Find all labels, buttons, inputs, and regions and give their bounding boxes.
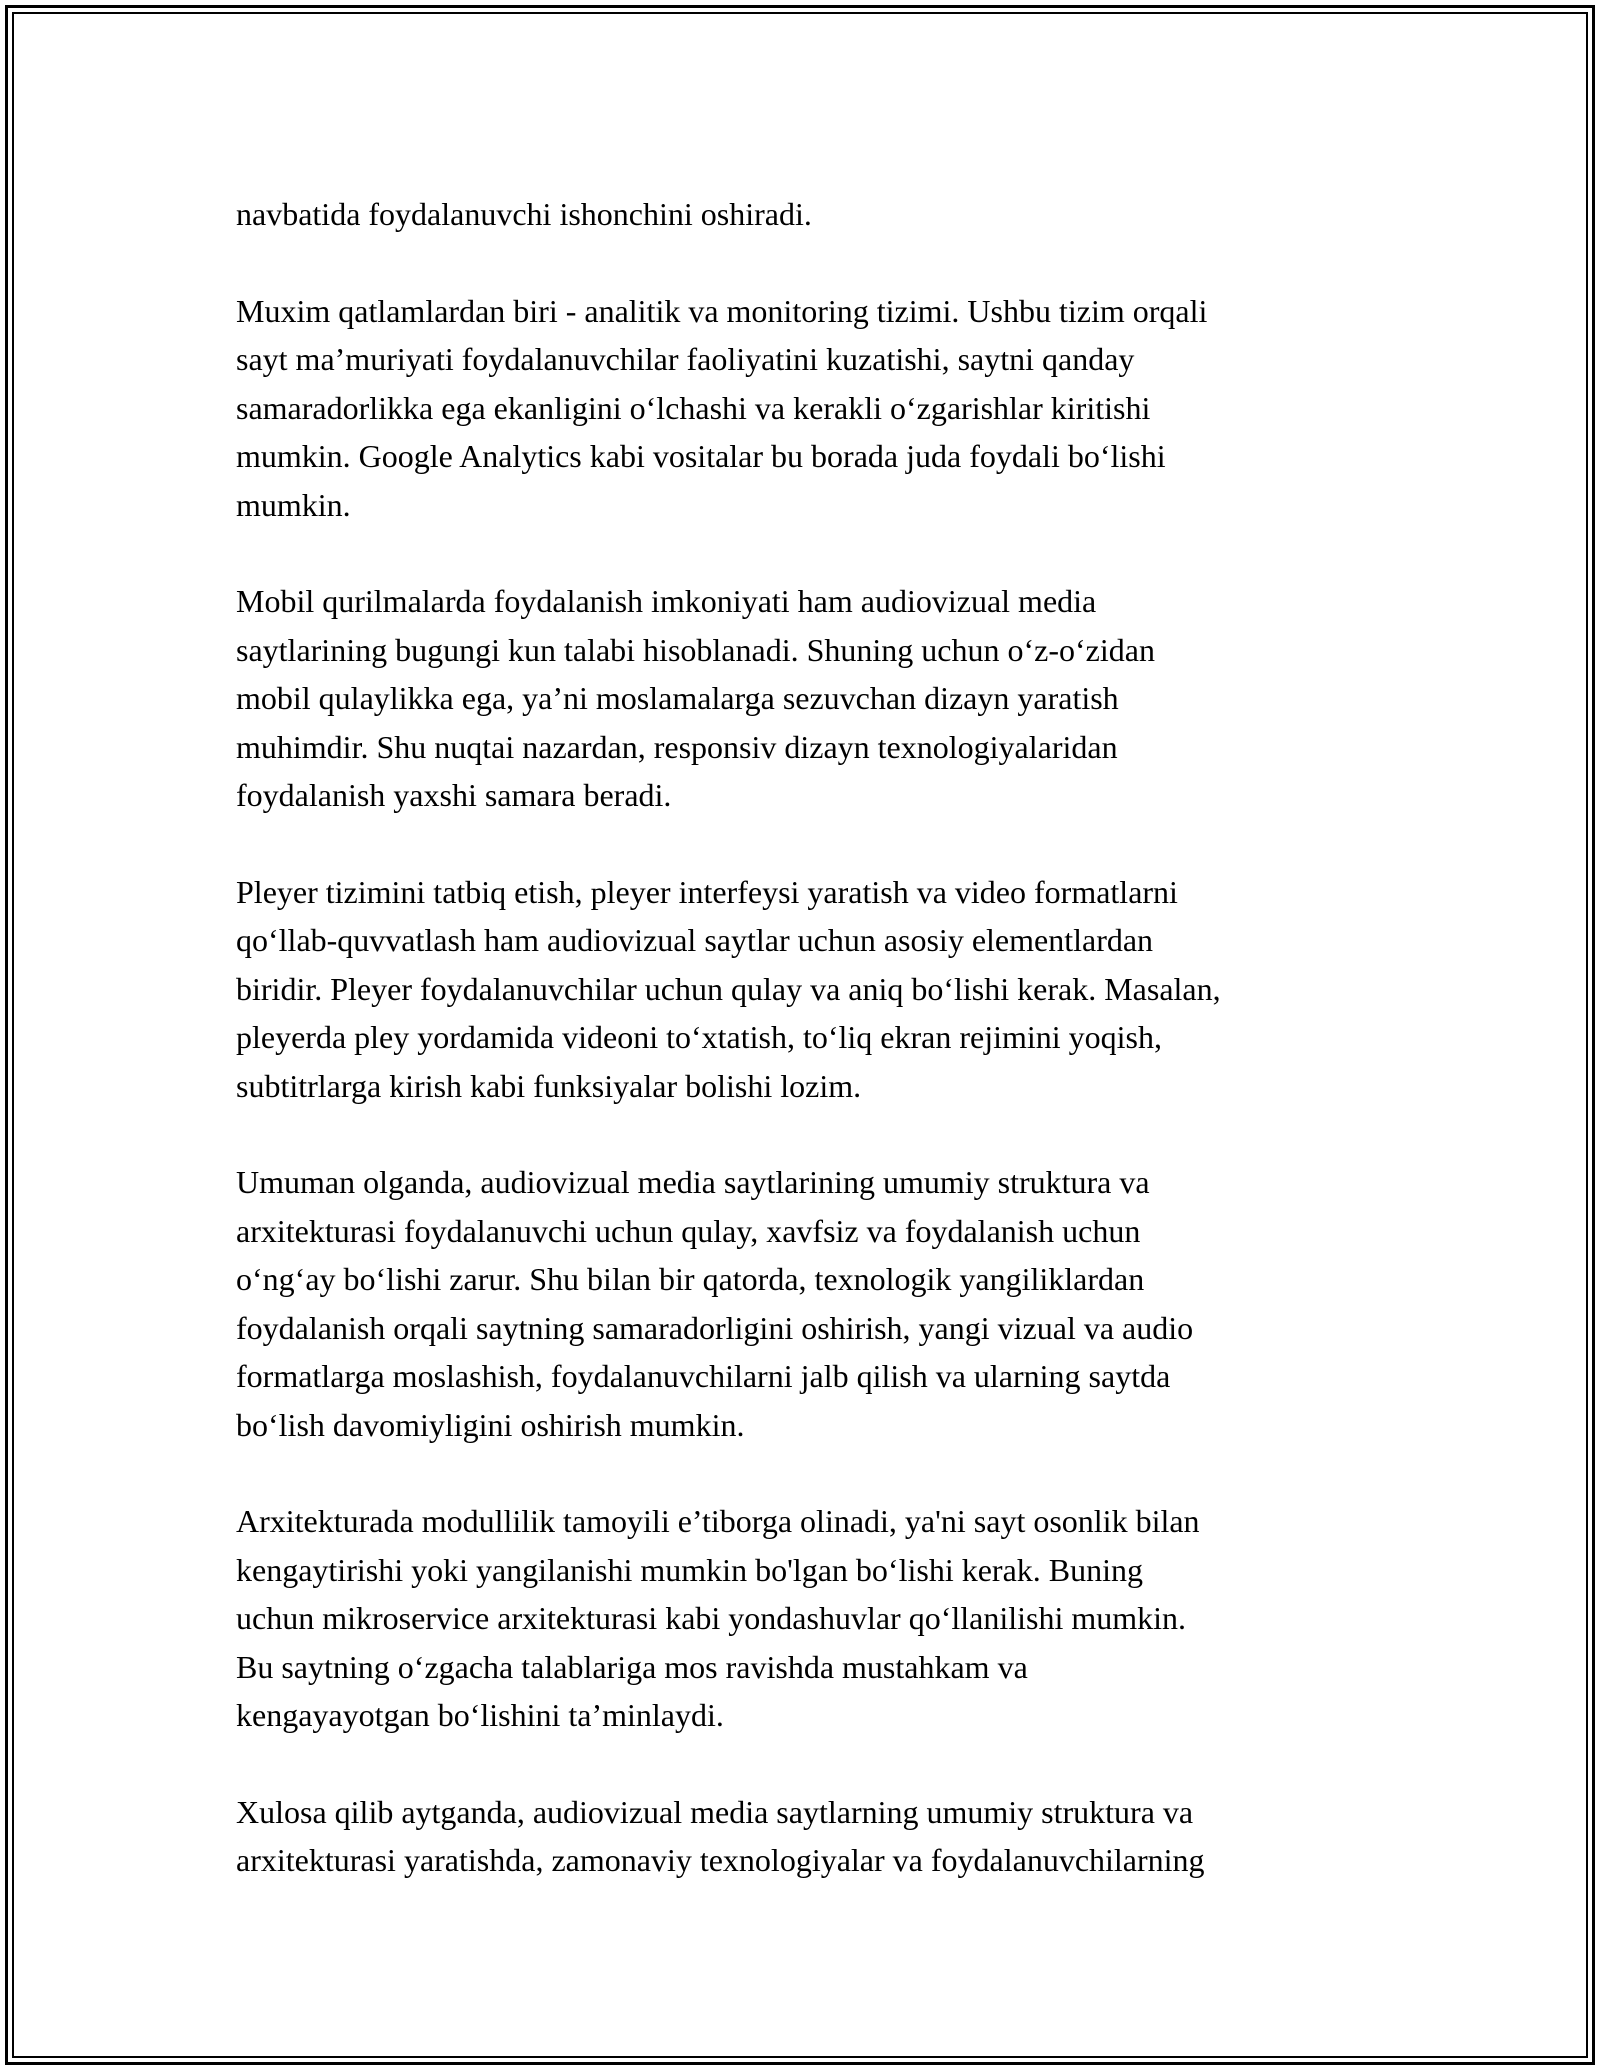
paragraph-5: [236, 1158, 1376, 1449]
paragraph-2: [236, 287, 1376, 530]
paragraph-1: [236, 190, 1376, 239]
text-line: qo‘llab-quvvatlash ham audiovizual saytlar uchun asosiy elementlardan: [236, 922, 1154, 958]
text-line: pleyerda pley yordamida videoni to‘xtatish, to‘liq ekran rejimini yoqish,: [236, 1019, 1162, 1055]
text-line: sayt ma’muriyati foydalanuvchilar faoliyatini kuzatishi, saytni qanday: [236, 341, 1135, 377]
text-line: muhimdir. Shu nuqtai nazardan, responsiv dizayn texnologiyalaridan: [236, 728, 1118, 765]
text-line: o‘ng‘ay bo‘lishi zarur. Shu bilan bir qatorda, texnologik yangiliklardan: [236, 1261, 1145, 1297]
text-line: saytlarining bugungi kun talabi hisoblanadi. Shuning uchun o‘z-o‘zidan: [236, 631, 1155, 668]
text-line: mumkin. Google Analytics kabi vositalar bu borada juda foydali bo‘lishi: [236, 438, 1166, 474]
document-body: [236, 190, 1376, 1933]
paragraph-6: [236, 1497, 1376, 1740]
text-line: biridir. Pleyer foydalanuvchilar uchun qulay va aniq bo‘lishi kerak. Masalan,: [236, 970, 1221, 1007]
text-line: foydalanish orqali saytning samaradorligini oshirish, yangi vizual va audio: [236, 1309, 1194, 1346]
text-line: mumkin.: [236, 486, 351, 523]
text-line: navbatida foydalanuvchi ishonchini oshiradi.: [236, 196, 812, 232]
paragraph-7: [236, 1788, 1376, 1885]
text-line: subtitrlarga kirish kabi funksiyalar bolishi lozim.: [236, 1067, 862, 1104]
text-line: bo‘lish davomiyligini oshirish mumkin.: [236, 1406, 745, 1443]
text-line: arxitekturasi foydalanuvchi uchun qulay, xavfsiz va foydalanish uchun: [236, 1212, 1141, 1249]
text-line: Umuman olganda, audiovizual media saytlarining umumiy struktura va: [236, 1164, 1150, 1200]
text-line: uchun mikroservice arxitekturasi kabi yondashuvlar qo‘llanilishi mumkin.: [236, 1600, 1187, 1636]
text-line: Mobil qurilmalarda foydalanish imkoniyati ham audiovizual media: [236, 583, 1097, 619]
text-line: Pleyer tizimini tatbiq etish, pleyer interfeysi yaratish va video formatlarni: [236, 873, 1178, 910]
paragraph-3: [236, 577, 1376, 820]
text-line: samaradorlikka ega ekanligini o‘lchashi va kerakli o‘zgarishlar kiritishi: [236, 389, 1151, 426]
text-line: kengayayotgan bo‘lishini ta’minlaydi.: [236, 1697, 724, 1733]
text-line: Muxim qatlamlardan biri - analitik va monitoring tizimi. Ushbu tizim orqali: [236, 292, 1208, 329]
text-line: formatlarga moslashish, foydalanuvchilarni jalb qilish va ularning saytda: [236, 1358, 1171, 1394]
text-line: Arxitekturada modullilik tamoyili e’tiborga olinadi, ya'ni sayt osonlik bilan: [236, 1503, 1200, 1539]
text-line: mobil qulaylikka ega, ya’ni moslamalarga sezuvchan dizayn yaratish: [236, 680, 1119, 716]
text-line: Xulosa qilib aytganda, audiovizual media saytlarning umumiy struktura va: [236, 1793, 1194, 1830]
text-line: arxitekturasi yaratishda, zamonaviy texnologiyalar va foydalanuvchilarning: [236, 1842, 1205, 1878]
paragraph-4: [236, 868, 1376, 1111]
text-line: foydalanish yaxshi samara beradi.: [236, 777, 672, 813]
text-line: kengaytirishi yoki yangilanishi mumkin bo'lgan bo‘lishi kerak. Buning: [236, 1551, 1143, 1588]
text-line: Bu saytning o‘zgacha talablariga mos ravishda mustahkam va: [236, 1648, 1028, 1685]
